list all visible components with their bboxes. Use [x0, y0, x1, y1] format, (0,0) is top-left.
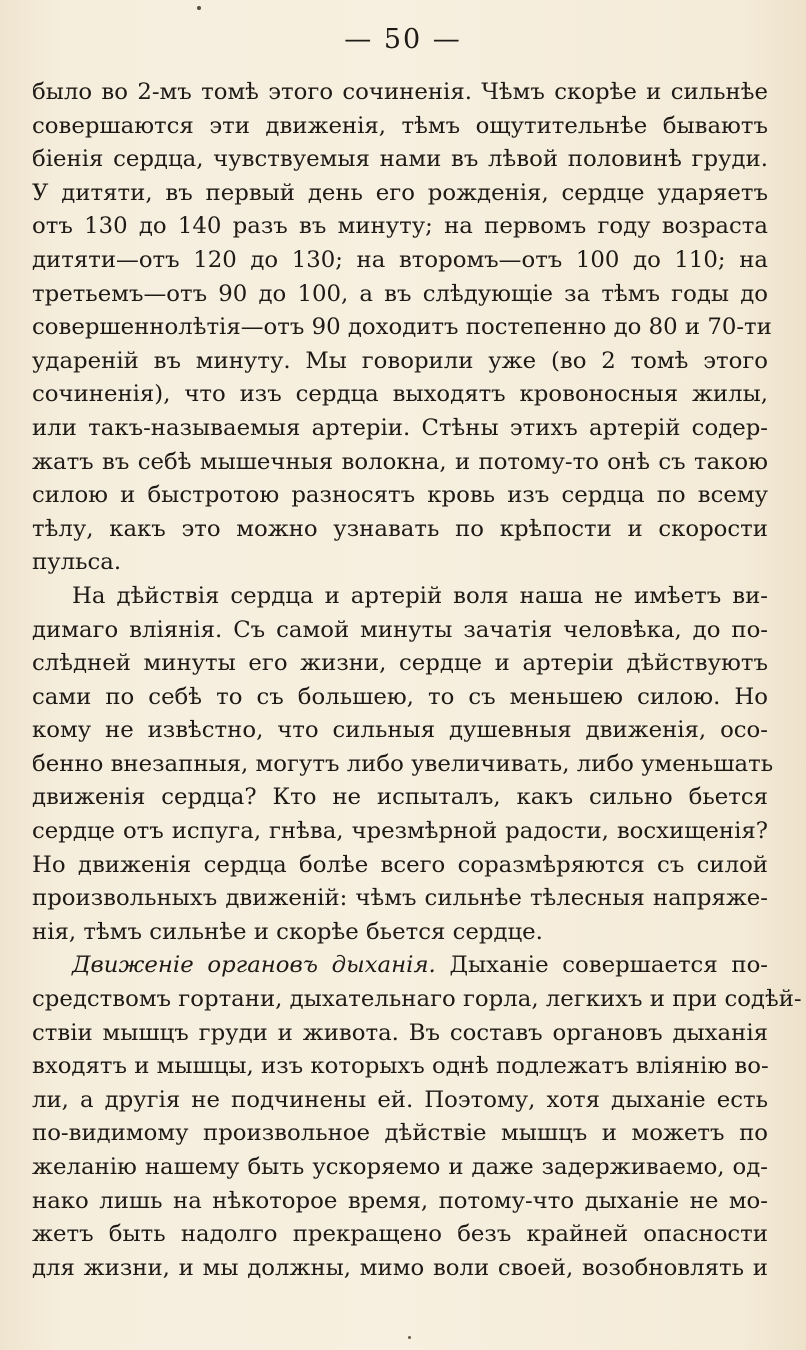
section-line — [32, 949, 768, 983]
text-line: димаго вліянія. Съ самой минуты зачатія человѣка, до по- — [32, 616, 768, 643]
text-line: совершеннолѣтія—отъ 90 доходитъ постепенно до 80 и 70-ти — [32, 314, 772, 341]
text-line: тѣлу, какъ это можно узнавать по крѣпости и скорости — [32, 515, 768, 542]
text-line: жатъ въ себѣ мышечныя волокна, и потому-то онѣ съ такою — [32, 448, 768, 475]
text-line: для жизни, и мы должны, мимо воли своей, возобновлять и — [32, 1254, 768, 1281]
text-line: средствомъ гортани, дыхательнаго горла, легкихъ и при содѣй- — [32, 986, 802, 1013]
text-line: желанію нашему быть ускоряемо и даже задерживаемо, од- — [32, 1154, 768, 1180]
text-line: пульса. — [32, 549, 122, 576]
text-line: движенія сердца? Кто не испыталъ, какъ сильно бьется — [32, 784, 768, 811]
text-line: было во 2-мъ томѣ этого сочиненія. Чѣмъ скорѣе и сильнѣе — [32, 79, 768, 105]
ink-speck-top — [197, 6, 201, 10]
text-line: ли, а другія не подчинены ей. Поэтому, хотя дыханіе есть — [32, 1086, 768, 1113]
text-line: удареній въ минуту. Мы говорили уже (во 2 томѣ этого — [32, 347, 768, 374]
text-line: по-видимому произвольное дѣйствіе мышцъ и можетъ по — [32, 1120, 768, 1147]
text-line: отъ 130 до 140 разъ въ минуту; на первомъ году возраста — [32, 213, 768, 240]
section-heading: Движеніе органовъ дыханія. — [72, 952, 436, 979]
section-text: Дыханіе совершается по- — [449, 952, 769, 979]
text-line: произвольныхъ движеній: чѣмъ сильнѣе тѣлесныя напряже- — [32, 885, 768, 912]
text-line: сочиненія), что изъ сердца выходятъ кровоносныя жилы, — [32, 381, 768, 408]
text-line: сами по себѣ то съ большею, то съ меньшею силою. Но — [32, 683, 768, 710]
text-line: дитяти—отъ 120 до 130; на второмъ—отъ 100 до 110; на — [32, 246, 768, 273]
body-text — [32, 76, 802, 1285]
text-line: слѣдней минуты его жизни, сердце и артеріи дѣйствуютъ — [32, 650, 768, 677]
text-line: бенно внезапныя, могутъ либо увеличивать, либо уменьшать — [32, 750, 774, 777]
ink-speck-bottom — [408, 1336, 411, 1339]
text-line: силою и быстротою разносятъ кровь изъ сердца по всему — [32, 482, 768, 509]
text-line: или такъ-называемыя артеріи. Стѣны этихъ артерій содер- — [32, 414, 768, 441]
text-line: біенія сердца, чувствуемыя нами въ лѣвой половинѣ груди. — [32, 146, 768, 173]
text-line: У дитяти, въ первый день его рожденія, сердце ударяетъ — [32, 179, 768, 206]
text-line: сердце отъ испуга, гнѣва, чрезмѣрной радости, восхищенія? — [32, 818, 768, 845]
text-line: жетъ быть надолго прекращено безъ крайней опасности — [32, 1221, 768, 1248]
text-line: ствіи мышцъ груди и живота. Въ составъ органовъ дыханія — [32, 1019, 768, 1046]
text-line: входятъ и мышцы, изъ которыхъ однѣ подлежатъ вліянію во- — [32, 1053, 769, 1080]
page-number: — 50 — — [344, 24, 462, 55]
text-line: совершаются эти движенія, тѣмъ ощутительнѣе бываютъ — [32, 112, 768, 139]
text-line: нако лишь на нѣкоторое время, потому-что дыханіе не мо- — [32, 1187, 768, 1214]
text-line: На дѣйствія сердца и артерій воля наша не имѣетъ ви- — [72, 582, 768, 609]
text-line: третьемъ—отъ 90 до 100, а въ слѣдующіе за тѣмъ годы до — [32, 280, 768, 307]
text-line: нія, тѣмъ сильнѣе и скорѣе бьется сердце. — [32, 918, 543, 945]
text-line: кому не извѣстно, что сильныя душевныя движенія, осо- — [32, 717, 768, 744]
text-line: Но движенія сердца болѣе всего соразмѣряются съ силой — [32, 851, 768, 878]
